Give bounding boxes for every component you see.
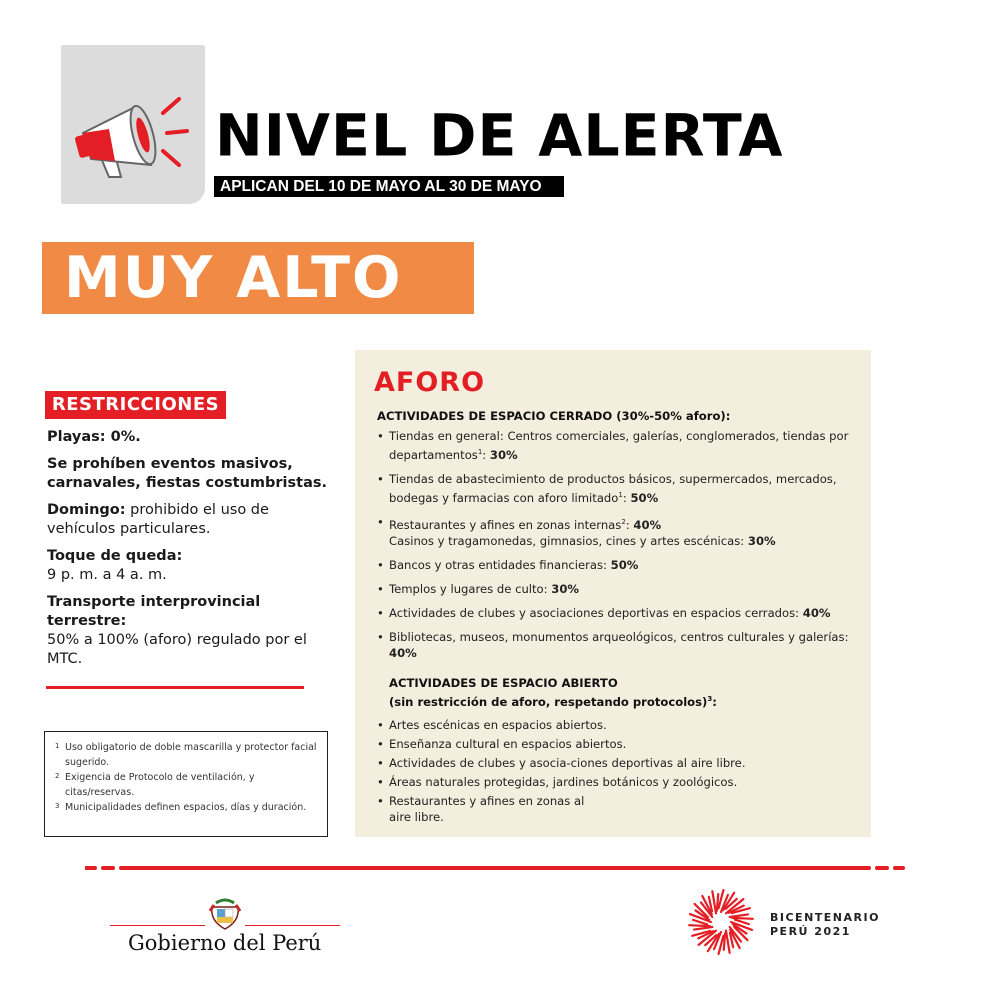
item-sep: : <box>482 447 490 462</box>
alert-level-label: MUY ALTO <box>64 245 403 311</box>
list-item: • Restaurantes y afines en zonas al aire libre. <box>377 793 867 825</box>
item-text-line2: Casinos y tragamonedas, gimnasios, cines y artes escénicas: <box>389 533 748 548</box>
footer-dashed-divider <box>85 866 905 870</box>
item-text: Actividades de clubes y asocia-ciones deportivas al aire libre. <box>389 756 746 771</box>
item-sup: 1 <box>618 490 623 499</box>
aforo-body <box>377 408 867 828</box>
restriccion-domingo-label: Domingo: <box>47 502 126 518</box>
alert-level-banner <box>42 242 474 314</box>
burst-ray <box>730 914 748 917</box>
footnote <box>55 800 319 815</box>
gobierno-del-peru-logo <box>110 893 340 963</box>
abierto-list <box>377 717 867 825</box>
peru-coat-of-arms-icon <box>208 897 242 931</box>
list-item: • Actividades de clubes y asociaciones deportivas en espacios cerrados: 40% <box>377 605 831 620</box>
burst-ray <box>712 891 716 913</box>
footnotes-box <box>44 731 328 837</box>
bicentenario-text <box>770 911 880 939</box>
item-sep: : <box>622 490 631 505</box>
item-percent-2: 30% <box>747 533 776 548</box>
footnote <box>55 770 319 800</box>
restriccion-toque-text: 9 p. m. a 4 a. m. <box>47 567 167 583</box>
item-text: Tiendas de abastecimiento de productos básicos, supermercados, mercados, bodegas y farmacias con aforo limitado <box>389 471 837 505</box>
burst-ray <box>694 927 712 930</box>
list-item: • Tiendas en general: Centros comerciales, galerías, conglomerados, tiendas por departamentos$^1$: 30% <box>377 429 849 462</box>
restriccion-transporte-label: Transporte interprovincial terrestre: <box>47 594 261 629</box>
list-item: • Bibliotecas, museos, monumentos arqueológicos, centros culturales y galerías: 40% <box>377 629 849 660</box>
page-title: NIVEL DE ALERTA <box>215 102 784 170</box>
footnote-text: Uso obligatorio de doble mascarilla y protector facial sugerido. <box>65 742 317 768</box>
abierto-heading-line1: ACTIVIDADES DE ESPACIO ABIERTO <box>389 675 618 690</box>
list-item: • Enseñanza cultural en espacios abiertos. <box>377 736 867 752</box>
restriccion-eventos: Se prohíben eventos masivos, carnavales, fiestas costumbristas. <box>47 456 328 491</box>
item-sup: 2 <box>621 517 626 526</box>
footnote-text: Municipalidades definen espacios, días y duración. <box>65 802 307 813</box>
list-item: • Tiendas de abastecimiento de productos básicos, supermercados, mercados, bodegas y farmacias con aforo limitado$^1$: 50% <box>377 471 837 505</box>
restriccion-item <box>47 501 337 539</box>
item-text: Restaurantes y afines en zonas al aire libre. <box>389 794 585 825</box>
bicentenario-logo <box>686 887 886 957</box>
restricciones-list <box>47 428 337 677</box>
bicentenario-burst-icon <box>686 887 756 957</box>
date-range-banner: APLICAN DEL 10 DE MAYO AL 30 DE MAYO <box>214 176 564 197</box>
logo-rule <box>110 925 205 926</box>
item-percent: 30% <box>551 581 580 596</box>
footnote-number: 2 <box>55 772 60 780</box>
item-text: Restaurantes y afines en zonas internas <box>389 517 622 532</box>
aforo-title: AFORO <box>374 367 486 398</box>
abierto-heading-sup: 3 <box>707 694 713 703</box>
item-text: Templos y lugares de culto: <box>389 581 552 596</box>
aforo-panel <box>355 350 871 837</box>
footnote-number: 1 <box>55 742 60 750</box>
abierto-heading-line2: (sin restricción de aforo, respetando protocolos) <box>389 694 708 709</box>
logo-rule <box>245 925 340 926</box>
restriccion-item <box>47 455 337 493</box>
divider <box>46 686 304 689</box>
item-percent: 50% <box>630 490 659 505</box>
gobierno-del-peru-text: Gobierno del Perú <box>128 931 322 955</box>
restriccion-transporte-text: 50% a 100% (aforo) regulado por el MTC. <box>47 632 307 667</box>
burst-ray <box>726 931 730 953</box>
restriccion-toque-label: Toque de queda: <box>47 548 183 564</box>
list-item: • Áreas naturales protegidas, jardines botánicos y zoológicos. <box>377 774 867 790</box>
list-item: • Restaurantes y afines en zonas internas$^2$: 40% Casinos y tragamonedas, gimnasios, cines y artes escénicas: 30% <box>377 514 776 548</box>
list-item: • Artes escénicas en espacios abiertos. <box>377 717 867 733</box>
bicentenario-line1: BICENTENARIO <box>770 911 880 924</box>
restriccion-playas: Playas: 0%. <box>47 429 141 445</box>
restriccion-item <box>47 428 337 447</box>
restriccion-domingo-text: prohibido el uso de vehículos particulares. <box>47 502 269 537</box>
item-percent: 40% <box>633 517 662 532</box>
restricciones-badge: RESTRICCIONES <box>45 391 226 419</box>
item-percent: 40% <box>389 645 417 660</box>
item-text: Artes escénicas en espacios abiertos. <box>389 718 607 733</box>
item-text: Áreas naturales protegidas, jardines botánicos y zoológicos. <box>389 775 738 790</box>
cerrado-heading: ACTIVIDADES DE ESPACIO CERRADO (30%-50% aforo): <box>377 409 731 423</box>
megaphone-icon-box <box>61 45 205 204</box>
list-item: • Templos y lugares de culto: 30% <box>377 581 580 596</box>
list-item: • Actividades de clubes y asocia-ciones deportivas al aire libre. <box>377 755 867 771</box>
item-percent: 50% <box>610 557 639 572</box>
item-text: Enseñanza cultural en espacios abiertos. <box>389 737 627 752</box>
footnote-text: Exigencia de Protocolo de ventilación, y citas/reservas. <box>65 772 255 798</box>
footnote-number: 3 <box>55 802 60 810</box>
item-text: Bibliotecas, museos, monumentos arqueológicos, centros culturales y galerías: <box>389 629 849 644</box>
abierto-heading: ACTIVIDADES DE ESPACIO ABIERTO (sin restricción de aforo, respetando protocolos)$^3$: <box>389 675 717 709</box>
restriccion-item <box>47 593 337 669</box>
item-text: Tiendas en general: Centros comerciales, galerías, conglomerados, tiendas por departamentos <box>389 429 849 462</box>
list-item: • Bancos y otras entidades financieras: 50% <box>377 557 639 572</box>
item-sup: 1 <box>477 448 483 456</box>
item-text: Bancos y otras entidades financieras: <box>389 557 611 572</box>
bicentenario-line2: PERÚ 2021 <box>770 925 851 938</box>
restriccion-item <box>47 547 337 585</box>
megaphone-icon <box>75 85 195 185</box>
item-percent: 30% <box>489 447 518 462</box>
footnote <box>55 740 319 770</box>
item-sep: : <box>625 517 634 532</box>
item-percent: 40% <box>802 605 831 620</box>
item-text: Actividades de clubes y asociaciones deportivas en espacios cerrados: <box>389 605 803 620</box>
